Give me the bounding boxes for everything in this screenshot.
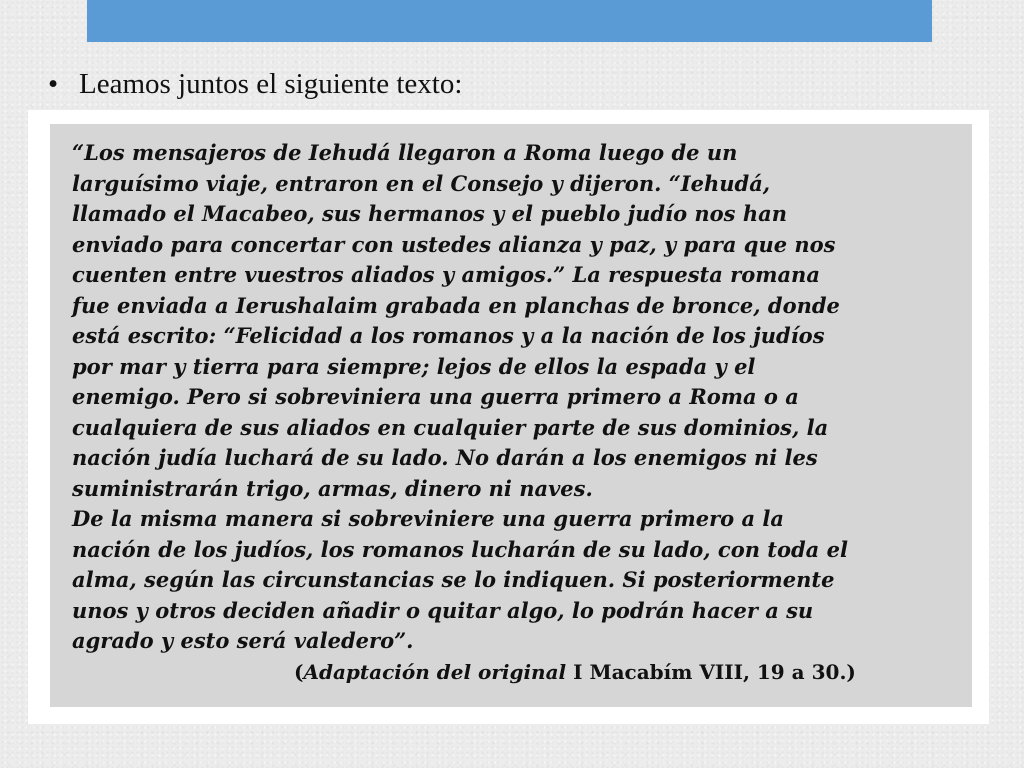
quote-line: alma, según las circunstancias se lo indiquen. Si posteriormente (72, 567, 835, 592)
quote-line: fue enviada a Ierushalaim grabada en planchas de bronce, donde (72, 292, 840, 318)
quote-line: enviado para concertar con ustedes alianza y paz, y para que nos (72, 231, 836, 257)
quote-line: agrado y esto será valedero”. (72, 628, 414, 653)
quote-line: “Los mensajeros de Iehudá llegaron a Roma luego de un (72, 140, 738, 165)
quote-line: nación de los judíos, los romanos lucharán de su lado, con toda el (72, 536, 848, 562)
quote-line: cualquiera de sus aliados en cualquier parte de sus dominios, la (72, 414, 829, 440)
quote-line: larguísimo viaje, entraron en el Consejo y dijeron. “Iehudá, (72, 170, 771, 196)
bullet-icon: • (48, 68, 59, 100)
quote-line: llamado el Macabeo, sus hermanos y el pueblo judío nos han (72, 201, 787, 226)
quote-line: enemigo. Pero si sobreviniera una guerra primero a Roma o a (72, 384, 799, 409)
bullet-text: Leamos juntos el siguiente texto: (79, 68, 463, 100)
bullet-item (48, 68, 462, 101)
quote-line: suministrarán trigo, armas, dinero ni naves. (72, 475, 593, 501)
citation-reference: I Macabím VIII, 19 a 30. (566, 659, 847, 684)
quote-line: cuenten entre vuestros aliados y amigos.” La respuesta romana (72, 262, 820, 287)
quote-panel (50, 124, 972, 707)
citation-close-paren: ) (846, 659, 856, 684)
quote-line: nación judía luchará de su lado. No darán a los enemigos ni les (72, 445, 818, 470)
citation-open-paren: ( (294, 659, 304, 684)
title-accent-bar (87, 0, 932, 42)
quote-line: está escrito: “Felicidad a los romanos y a la nación de los judíos (72, 323, 825, 348)
citation (72, 657, 972, 688)
quote-line: De la misma manera si sobreviniere una guerra primero a la (72, 506, 784, 531)
quote-line: unos y otros deciden añadir o quitar algo, lo podrán hacer a su (72, 597, 814, 623)
citation-source-label: Adaptación del original (303, 659, 567, 684)
quote-line: por mar y tierra para siempre; lejos de ellos la espada y el (72, 353, 756, 379)
